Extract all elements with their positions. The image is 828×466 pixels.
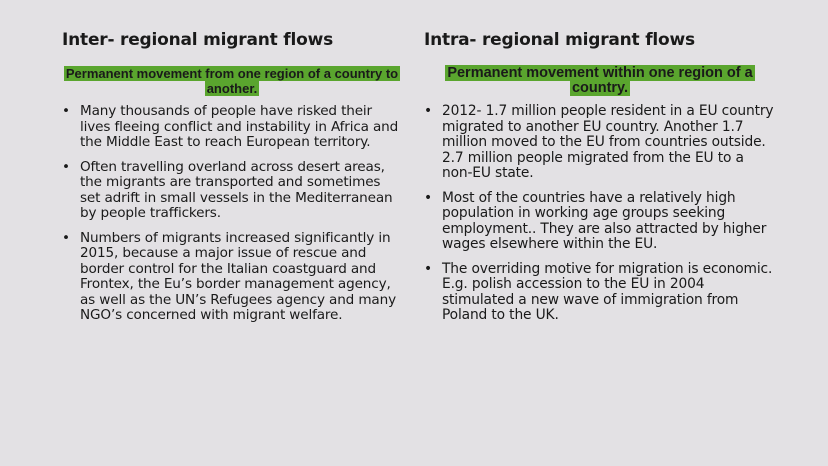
right-subheading-text: Permanent movement within one region of a country.	[447, 65, 753, 96]
right-column	[424, 30, 776, 333]
right-bullet-list	[424, 104, 776, 324]
list-item: • Many thousands of people have risked their lives fleeing conflict and instability in Africa and the Middle East to reach European territory.	[62, 104, 402, 151]
left-subheading	[62, 66, 402, 96]
left-subheading-text: Permanent movement from one region of a country to another.	[65, 66, 399, 96]
left-heading: Inter- regional migrant flows	[62, 30, 333, 50]
list-item: • 2012- 1.7 million people resident in a EU country migrated to another EU country. Another 1.7 million moved to the EU from countries outside. 2.7 million people migrated from the EU to a non-EU state.	[424, 104, 776, 182]
list-item: • Often travelling overland across desert areas, the migrants are transported and sometimes set adrift in small vessels in the Mediterranean by people traffickers.	[62, 160, 402, 222]
list-item: • The overriding motive for migration is economic. E.g. polish accession to the EU in 2004 stimulated a new wave of immigration from Poland to the UK.	[424, 262, 776, 324]
left-bullet-list	[62, 104, 402, 324]
left-column	[62, 30, 402, 333]
list-item: • Numbers of migrants increased significantly in 2015, because a major issue of rescue and border control for the Italian coastguard and Frontex, the Eu’s border management agency, as well as the UN’s Refugees agency and many NGO’s concerned with migrant welfare.	[62, 231, 402, 324]
right-heading: Intra- regional migrant flows	[424, 30, 695, 50]
list-item: • Most of the countries have a relatively high population in working age groups seeking employment.. They are also attracted by higher wages elsewhere within the EU.	[424, 191, 776, 253]
right-subheading	[424, 66, 776, 96]
